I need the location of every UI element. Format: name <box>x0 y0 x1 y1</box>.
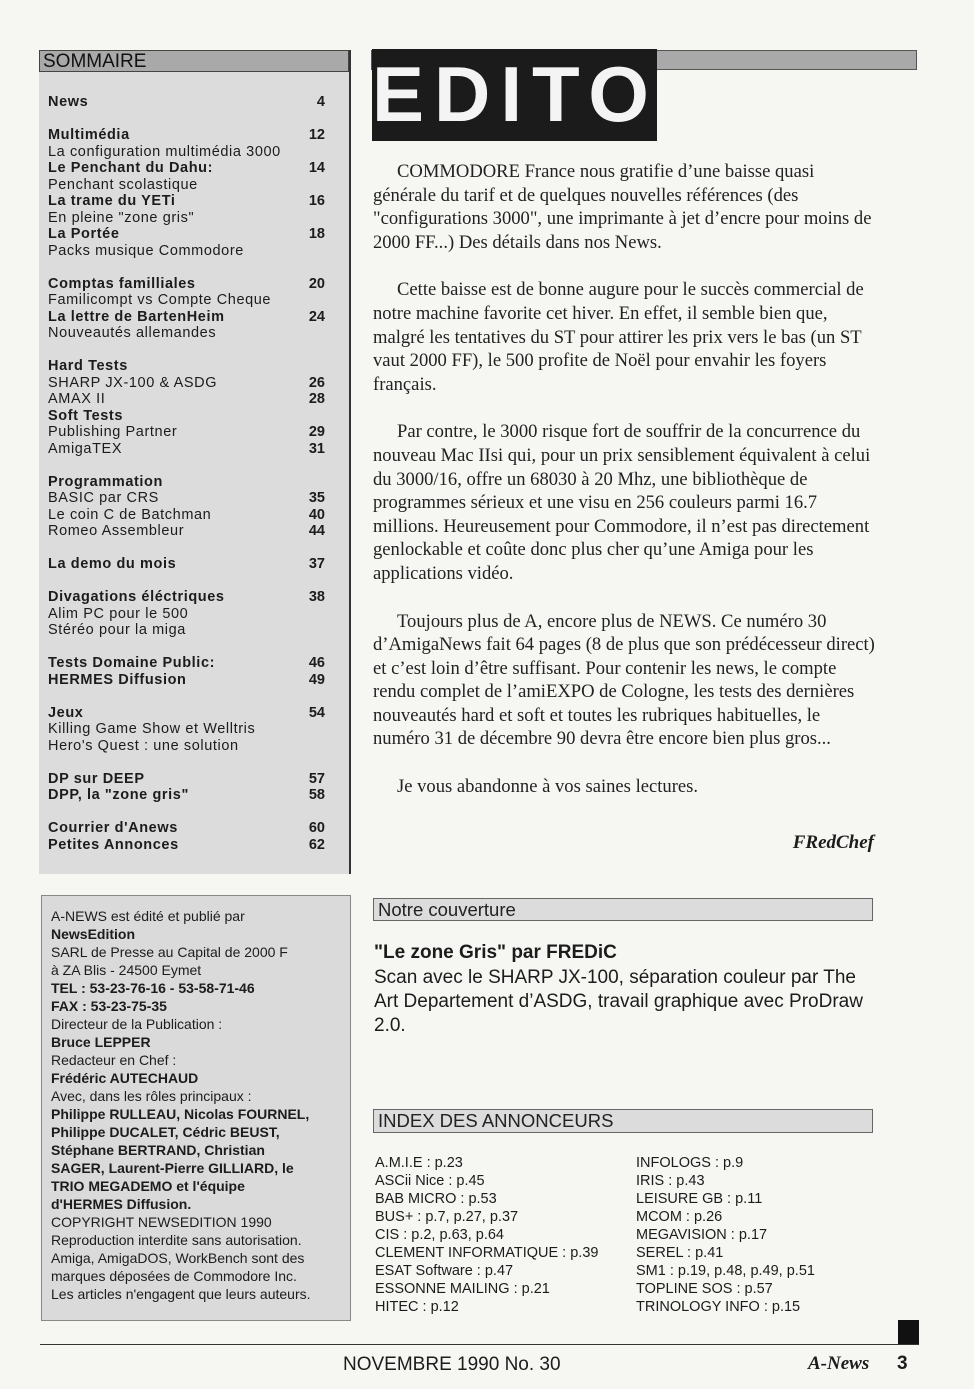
sommaire-entry-page: 18 <box>308 226 325 242</box>
sommaire-entry-title: Packs musique Commodore <box>48 242 244 259</box>
sommaire-spacer <box>48 342 328 359</box>
sommaire-entry-page: 60 <box>308 820 325 836</box>
colophon-line: A-NEWS est édité et publié par <box>51 908 245 924</box>
footer-rule <box>40 1344 919 1345</box>
sommaire-entry <box>48 375 328 392</box>
colophon-line: Amiga, AmigaDOS, WorkBench sont des <box>51 1250 305 1266</box>
sommaire-entry-page: 24 <box>308 308 325 325</box>
colophon-line: Philippe DUCALET, Cédric BEUST, <box>51 1124 280 1140</box>
advertiser-entry: A.M.I.E : p.23 <box>375 1155 463 1171</box>
edito-body <box>373 160 878 823</box>
sommaire-entry <box>48 424 328 441</box>
sommaire-spacer <box>48 457 328 474</box>
sommaire-spacer <box>48 259 328 276</box>
sommaire-entry-page: 20 <box>308 275 325 292</box>
sommaire-entry-title: Multimédia <box>48 127 130 143</box>
sommaire-entry <box>48 556 328 573</box>
colophon-line: SARL de Presse au Capital de 2000 F <box>51 944 288 960</box>
advertiser-entry: IRIS : p.43 <box>636 1173 705 1189</box>
sommaire-title: SOMMAIRE <box>39 50 349 72</box>
advertiser-entry: LEISURE GB : p.11 <box>636 1191 763 1207</box>
sommaire-entry-title: Nouveautés allemandes <box>48 325 217 341</box>
sommaire-list <box>48 94 328 853</box>
sommaire-entry <box>48 292 328 309</box>
colophon-line: TEL : 53-23-76-16 - 53-58-71-46 <box>51 980 255 996</box>
advertiser-entry: SEREL : p.41 <box>636 1245 724 1261</box>
index-column-left <box>375 1154 598 1316</box>
advertiser-entry: HITEC : p.12 <box>375 1299 459 1315</box>
footer-page-number: 3 <box>897 1353 908 1374</box>
sommaire-entry <box>48 738 328 755</box>
sommaire-entry-page: 58 <box>308 787 325 803</box>
sommaire-entry-title: DPP, la "zone gris" <box>48 787 189 803</box>
sommaire-entry-page: 46 <box>308 655 325 671</box>
sommaire-entry-title: Stéréo pour la miga <box>48 622 186 638</box>
sommaire-entry-title: La trame du YETi <box>48 193 176 209</box>
sommaire-entry <box>48 210 328 227</box>
advertiser-entry: BUS+ : p.7, p.27, p.37 <box>375 1209 519 1225</box>
sommaire-entry <box>48 771 328 788</box>
sommaire-entry-title: Programmation <box>48 473 163 490</box>
sommaire-entry-title: Le Penchant du Dahu: <box>48 160 214 176</box>
edito-paragraph: Toujours plus de A, encore plus de NEWS. Ce numéro 30 d’AmigaNews fait 64 pages (8 de plus que son prédécesseur direct) et c’est loin d’être suffisant. Pour contenir les news, le compte rendu complet de l’amiEXPO de Cologne, les tests des dernières nouveautés hard et soft et toutes les rubriques habituelles, le numéro 31 de décembre 90 devra être encore bien plus gros... <box>373 610 875 750</box>
sommaire-entry-title: En pleine "zone gris" <box>48 209 195 226</box>
sommaire-entry-page: 54 <box>308 704 325 721</box>
sommaire-entry-title: Hard Tests <box>48 358 128 374</box>
footer-issue: NOVEMBRE 1990 No. 30 <box>343 1354 561 1375</box>
advertiser-entry: MEGAVISION : p.17 <box>636 1227 768 1243</box>
colophon-line: Directeur de la Publication : <box>51 1016 223 1032</box>
sommaire-entry-title: Petites Annonces <box>48 836 179 853</box>
sommaire-entry <box>48 243 328 260</box>
footer-magazine: A-News <box>808 1353 870 1374</box>
sommaire-entry-title: Le coin C de Batchman <box>48 506 212 523</box>
colophon-line: à ZA Blis - 24500 Eymet <box>51 962 202 978</box>
sommaire-entry <box>48 391 328 408</box>
colophon-line: Avec, dans les rôles principaux : <box>51 1088 252 1104</box>
sommaire-entry <box>48 309 328 326</box>
sommaire-entry <box>48 127 328 144</box>
sommaire-entry <box>48 837 328 854</box>
sommaire-entry <box>48 276 328 293</box>
edito-paragraph: COMMODORE France nous gratifie d’une baisse quasi générale du tarif et de quelques nouvelles références (des "configurations 3000", une imprimante à jet d’encre pour moins de 2000 FF...) Des détails dans nos News. <box>373 161 872 253</box>
sommaire-entry-page: 44 <box>308 523 325 539</box>
edito-title: EDITO <box>372 49 657 141</box>
sommaire-entry <box>48 589 328 606</box>
footer-square-mark <box>898 1320 919 1344</box>
sommaire-entry <box>48 523 328 540</box>
sommaire-entry <box>48 721 328 738</box>
sommaire-entry-page: 16 <box>308 193 325 209</box>
colophon-line: Frédéric AUTECHAUD <box>51 1070 199 1086</box>
sommaire-spacer <box>48 573 328 590</box>
advertiser-entry: BAB MICRO : p.53 <box>375 1191 497 1207</box>
sommaire-entry <box>48 193 328 210</box>
advertiser-entry: CIS : p.2, p.63, p.64 <box>375 1227 504 1243</box>
sommaire-entry-page: 62 <box>308 836 325 853</box>
colophon-line: Stéphane BERTRAND, Christian <box>51 1142 265 1158</box>
sommaire-entry <box>48 490 328 507</box>
sommaire-entry-title: Courrier d'Anews <box>48 820 178 836</box>
sommaire-entry-title: Divagations éléctriques <box>48 589 225 605</box>
sommaire-entry <box>48 507 328 524</box>
sommaire-entry-title: AMAX II <box>48 391 106 407</box>
sommaire-spacer <box>48 754 328 771</box>
colophon-line: Redacteur en Chef : <box>51 1052 177 1068</box>
sommaire-spacer <box>48 540 328 557</box>
advertiser-entry: INFOLOGS : p.9 <box>636 1155 744 1171</box>
advertiser-entry: TOPLINE SOS : p.57 <box>636 1281 773 1297</box>
sommaire-entry <box>48 177 328 194</box>
couverture-header: Notre couverture <box>373 898 873 921</box>
colophon-line: Philippe RULLEAU, Nicolas FOURNEL, <box>51 1106 310 1122</box>
colophon-line: Les articles n'engagent que leurs auteurs. <box>51 1286 311 1302</box>
sommaire-entry <box>48 787 328 804</box>
advertiser-entry: MCOM : p.26 <box>636 1209 723 1225</box>
sommaire-entry-title: Tests Domaine Public: <box>48 655 216 671</box>
colophon-line: marques déposées de Commodore Inc. <box>51 1268 297 1284</box>
sommaire-entry-title: Comptas familliales <box>48 275 196 292</box>
colophon-line: FAX : 53-23-75-35 <box>51 998 167 1014</box>
sommaire-entry-title: SHARP JX-100 & ASDG <box>48 374 218 391</box>
sommaire-entry-page: 38 <box>308 589 325 605</box>
sommaire-entry <box>48 672 328 689</box>
sommaire-entry-title: Alim PC pour le 500 <box>48 605 189 622</box>
sommaire-entry-title: AmigaTEX <box>48 440 123 457</box>
colophon-line: Bruce LEPPER <box>51 1034 151 1050</box>
sommaire-spacer <box>48 111 328 128</box>
advertiser-entry: CLEMENT INFORMATIQUE : p.39 <box>375 1245 599 1261</box>
colophon-line: NewsEdition <box>51 926 136 942</box>
colophon-line: d'HERMES Diffusion. <box>51 1196 192 1212</box>
advertiser-entry: ESSONNE MAILING : p.21 <box>375 1281 550 1297</box>
colophon-line: Reproduction interdite sans autorisation. <box>51 1232 302 1248</box>
index-column-right <box>636 1154 815 1316</box>
sommaire-entry-page: 28 <box>308 391 325 407</box>
sommaire-entry-title: La configuration multimédia 3000 <box>48 143 281 160</box>
advertiser-entry: TRINOLOGY INFO : p.15 <box>636 1299 801 1315</box>
sommaire-entry <box>48 474 328 491</box>
colophon-line: SAGER, Laurent-Pierre GILLIARD, le <box>51 1160 294 1176</box>
sommaire-entry-title: Romeo Assembleur <box>48 523 185 539</box>
sommaire-entry <box>48 144 328 161</box>
sommaire-entry <box>48 408 328 425</box>
sommaire-entry <box>48 622 328 639</box>
sommaire-entry <box>48 705 328 722</box>
sommaire-entry <box>48 358 328 375</box>
sommaire-entry-page: 49 <box>308 671 325 688</box>
couverture-title: "Le zone Gris" par FREDiC <box>374 942 617 963</box>
sommaire-entry-title: La lettre de BartenHeim <box>48 308 225 325</box>
sommaire-spacer <box>48 639 328 656</box>
colophon-line: TRIO MEGADEMO et l'équipe <box>51 1178 245 1194</box>
sommaire-entry-title: Familicompt vs Compte Cheque <box>48 292 272 308</box>
sommaire-entry <box>48 820 328 837</box>
sommaire-entry-page: 37 <box>308 556 325 572</box>
sommaire-entry-title: HERMES Diffusion <box>48 671 187 688</box>
sommaire-entry-page: 57 <box>308 770 325 787</box>
sommaire-entry-page: 14 <box>308 160 325 176</box>
sommaire-entry-page: 26 <box>308 374 325 391</box>
advertiser-entry: ASCii Nice : p.45 <box>375 1173 485 1189</box>
sommaire-entry-title: La Portée <box>48 226 120 242</box>
sommaire-entry-title: La demo du mois <box>48 556 177 572</box>
sommaire-entry-title: BASIC par CRS <box>48 490 159 506</box>
sommaire-entry <box>48 160 328 177</box>
sommaire-spacer <box>48 804 328 821</box>
sommaire-entry <box>48 325 328 342</box>
sommaire-entry-page: 31 <box>308 440 325 457</box>
sommaire-entry-page: 35 <box>308 490 325 506</box>
sommaire-entry <box>48 226 328 243</box>
sommaire-entry <box>48 441 328 458</box>
advertiser-entry: ESAT Software : p.47 <box>375 1263 514 1279</box>
sommaire-entry-page: 12 <box>308 127 325 143</box>
colophon-line: COPYRIGHT NEWSEDITION 1990 <box>51 1214 272 1230</box>
sommaire-entry-title: Killing Game Show et Welltris <box>48 721 256 737</box>
sommaire-entry <box>48 606 328 623</box>
edito-paragraph: Je vous abandonne à vos saines lectures. <box>397 776 699 798</box>
sommaire-entry-title: Jeux <box>48 704 84 721</box>
sommaire-spacer <box>48 688 328 705</box>
sommaire-entry-title: DP sur DEEP <box>48 770 145 787</box>
index-header: INDEX DES ANNONCEURS <box>373 1109 873 1133</box>
sommaire-entry <box>48 655 328 672</box>
sommaire-entry-page: 4 <box>316 94 325 110</box>
sommaire-entry-title: Publishing Partner <box>48 424 178 440</box>
edito-paragraph: Par contre, le 3000 risque fort de souffrir de la concurrence du nouveau Mac IIsi qui, pour un prix sensiblement équivalent à celui du 3000/16, offre un 68030 à 20 Mhz, une bibliothèque de programmes sérieux et une visu en 256 couleurs parmi 16.7 millions. Heureusement pour Commodore, il n’est pas directement genlockable et coûte donc plus cher qu’une Amiga pour les applications vidéo. <box>373 421 871 584</box>
couverture-description: Scan avec le SHARP JX-100, séparation couleur par The Art Departement d’ASDG, travail graphique avec ProDraw 2.0. <box>374 967 863 1036</box>
sommaire-entry <box>48 94 328 111</box>
sommaire-entry-title: Soft Tests <box>48 407 124 424</box>
sommaire-entry-title: Penchant scolastique <box>48 176 198 193</box>
edito-signature: FRedChef <box>792 832 874 853</box>
sommaire-entry-page: 40 <box>308 506 325 523</box>
sommaire-entry-page: 29 <box>308 424 325 440</box>
sommaire-entry-title: News <box>48 94 89 110</box>
sommaire-entry-title: Hero's Quest : une solution <box>48 737 239 754</box>
advertiser-entry: SM1 : p.19, p.48, p.49, p.51 <box>636 1263 815 1279</box>
colophon-box <box>41 895 351 1321</box>
edito-paragraph: Cette baisse est de bonne augure pour le succès commercial de notre machine favorite cet hiver. En effet, il semble bien que, malgré les tentatives du ST pour attirer les prix vers le bas (un ST vaut 2000 FF), le 500 profite de Noël pour envahir les foyers français. <box>373 279 864 395</box>
